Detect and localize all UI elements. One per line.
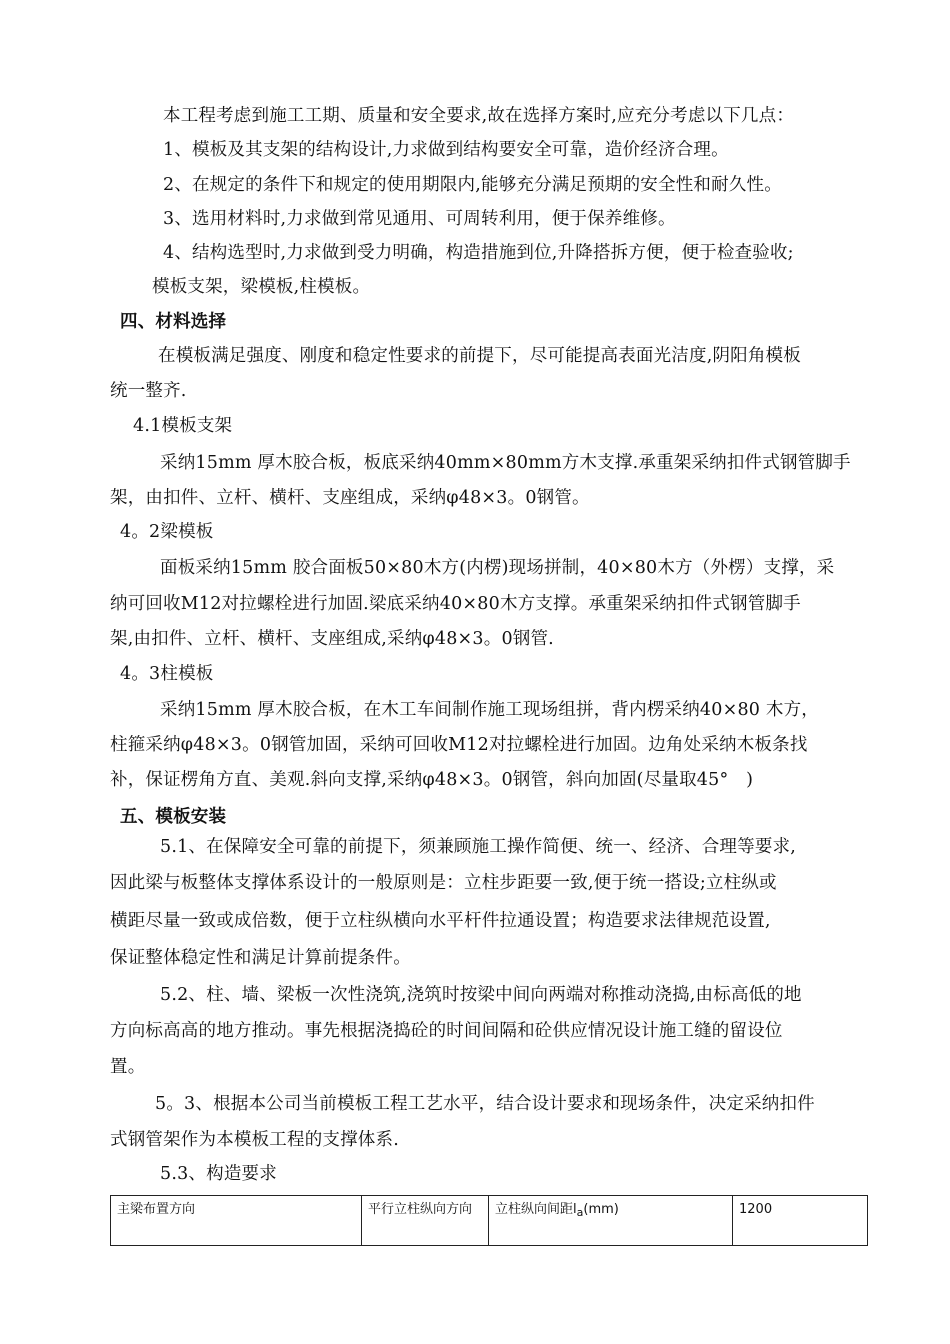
section-4-3-line-1: 采纳15mm 厚木胶合板，在木工车间制作施工现场组拼，背内楞采纳40×80 木方， xyxy=(160,700,819,720)
section-4-1-title: 4.1模板支架 xyxy=(133,416,233,436)
section-4-intro-line-1: 在模板满足强度、刚度和稳定性要求的前提下，尽可能提高表面光洁度,阴阳角模板 xyxy=(158,346,801,366)
section-4-1-line-2: 架，由扣件、立杆、横杆、支座组成，采纳φ48×3。0钢管。 xyxy=(110,488,590,508)
table-cell-main-beam-direction-label: 主梁布置方向 xyxy=(111,1196,362,1246)
section-4-2-title: 4。2梁模板 xyxy=(120,522,214,542)
section-5-heading: 五、模板安装 xyxy=(120,807,227,827)
spacing-label-unit: (mm) xyxy=(583,1202,619,1217)
consideration-3: 3、选用材料时,力求做到常见通用、可周转利用，便于保养维修。 xyxy=(163,209,676,229)
consideration-4: 4、结构选型时,力求做到受力明确，构造措施到位,升降搭拆方便，便于检查验收; xyxy=(163,243,794,263)
consideration-2: 2、在规定的条件下和规定的使用期限内,能够充分满足预期的安全性和耐久性。 xyxy=(163,175,782,195)
consideration-1: 1、模板及其支架的结构设计,力求做到结构要安全可靠，造价经济合理。 xyxy=(163,140,729,160)
section-5-1-line-2: 因此梁与板整体支撑体系设计的一般原则是：立柱步距要一致,便于统一搭设;立柱纵或 xyxy=(110,873,777,893)
section-4-1-line-1: 采纳15mm 厚木胶合板，板底采纳40mm×80mm方木支撑.承重架采纳扣件式钢管脚手 xyxy=(160,453,851,473)
table-cell-column-spacing-label xyxy=(489,1196,733,1246)
section-4-intro-line-2: 统一整齐. xyxy=(110,381,187,401)
table-cell-column-spacing-value: 1200 xyxy=(733,1196,868,1246)
section-4-3-line-2: 柱箍采纳φ48×3。0钢管加固，采纳可回收M12对拉螺栓进行加固。边角处采纳木板条找 xyxy=(110,735,808,755)
construction-requirements-table xyxy=(110,1195,868,1246)
section-4-2-line-1: 面板采纳15mm 胶合面板50×80木方(内楞)现场拼制，40×80木方（外楞）支撑，采 xyxy=(160,558,835,578)
table-cell-main-beam-direction-value: 平行立柱纵向方向 xyxy=(362,1196,489,1246)
spacing-label-subscript: a xyxy=(576,1206,584,1219)
section-5-2-line-1: 5.2、柱、墙、梁板一次性浇筑,浇筑时按梁中间向两端对称推动浇捣,由标高低的地 xyxy=(160,985,802,1005)
consideration-4-continued: 模板支架，梁模板,柱模板。 xyxy=(152,277,371,297)
intro-paragraph: 本工程考虑到施工工期、质量和安全要求,故在选择方案时,应充分考虑以下几点： xyxy=(163,106,795,126)
section-5-1-line-1: 5.1、在保障安全可靠的前提下，须兼顾施工操作简便、统一、经济、合理等要求, xyxy=(160,837,796,857)
section-4-heading: 四、材料选择 xyxy=(120,312,227,332)
section-5-2-line-2: 方向标高高的地方推动。事先根据浇捣砼的时间间隔和砼供应情况设计施工缝的留设位 xyxy=(110,1021,783,1041)
section-4-2-line-3: 架,由扣件、立杆、横杆、支座组成,采纳φ48×3。0钢管. xyxy=(110,629,554,649)
section-5-2-line-3: 置。 xyxy=(110,1057,146,1077)
section-5-3-intro-line-2: 式钢管架作为本模板工程的支撑体系. xyxy=(110,1130,399,1150)
section-5-1-line-3: 横距尽量一致或成倍数，便于立柱纵横向水平杆件拉通设置；构造要求法律规范设置, xyxy=(110,911,771,931)
section-4-2-line-2: 纳可回收M12对拉螺栓进行加固.梁底采纳40×80木方支撑。承重架采纳扣件式钢管脚手 xyxy=(110,594,801,614)
section-5-1-line-4: 保证整体稳定性和满足计算前提条件。 xyxy=(110,948,411,968)
section-4-3-line-3: 补，保证楞角方直、美观.斜向支撑,采纳φ48×3。0钢管，斜向加固(尽量取45° ) xyxy=(110,770,754,790)
section-5-3-title: 5.3、构造要求 xyxy=(160,1164,277,1184)
section-5-3-intro-line-1: 5。3、根据本公司当前模板工程工艺水平，结合设计要求和现场条件，决定采纳扣件 xyxy=(155,1094,815,1114)
section-4-3-title: 4。3柱模板 xyxy=(120,664,214,684)
table-row xyxy=(111,1196,868,1246)
spacing-label-text: 立柱纵向间距l xyxy=(495,1202,577,1217)
